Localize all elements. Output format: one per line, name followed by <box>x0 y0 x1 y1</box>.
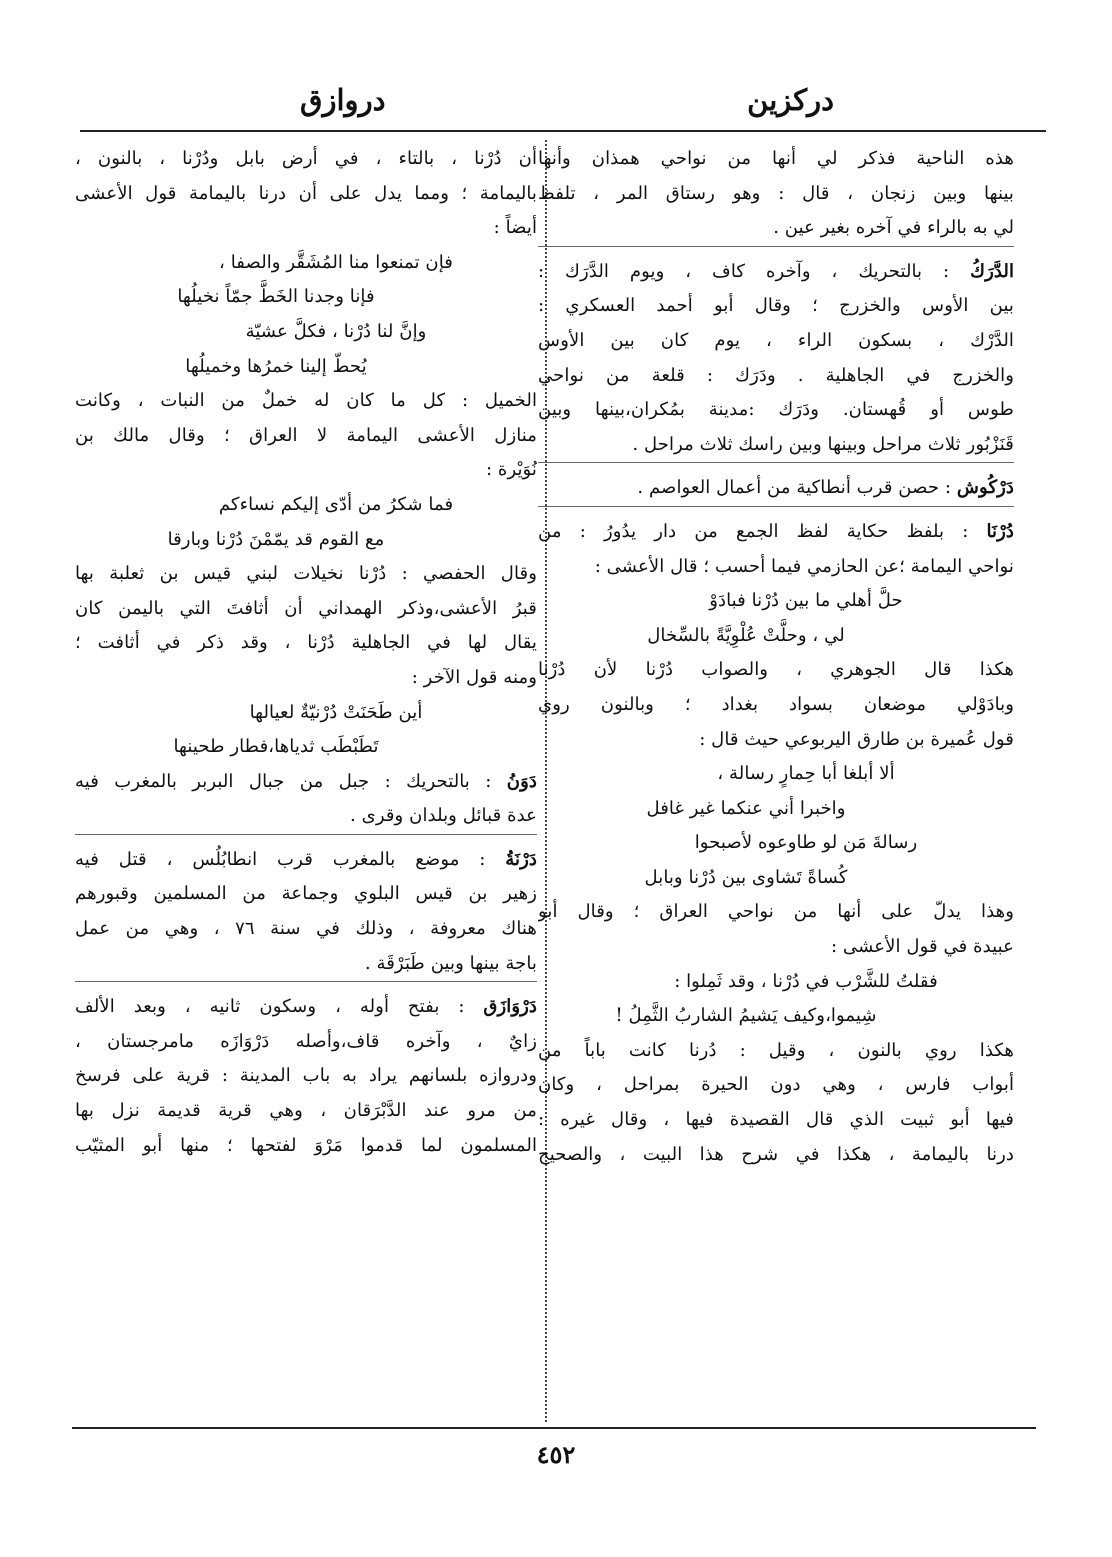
right-column <box>538 142 1014 1172</box>
verse-line: يُحطّ إلينا خمرُها وخميلُها <box>185 355 367 377</box>
text-line <box>538 550 1014 585</box>
line-text: : موضع بالمغرب قرب انطابُلُس ، قتل فيه <box>75 848 506 870</box>
line-text: قبرُ الأعشى،وذكر الهمداني أن أثافتَ التي باليمن كان <box>75 597 537 619</box>
text-line <box>75 1094 537 1129</box>
text-line <box>538 255 1014 290</box>
line-text: باليمامة ؛ ومما يدل على أن درنا باليمامة قول الأعشى <box>75 182 537 204</box>
verse-line: لي ، وحلَّتْ عُلْوِيَّةً بالسِّخال <box>647 624 845 646</box>
line-text: عبيدة في قول الأعشى : <box>831 936 1014 958</box>
verse-line: رسالةَ مَن لو طاوعوه لأصبحوا <box>694 832 918 854</box>
text-line <box>538 428 1014 463</box>
line-text: من مرو عند الدَّبْرَقان ، وهي قرية قديمة نزل بها <box>75 1100 537 1122</box>
entry-separator <box>538 462 1014 469</box>
line-text: : بالتحريك ، وآخره كاف ، ويوم الدَّرَك : <box>538 260 971 282</box>
line-text: أبواب فارس ، وهي دون الحيرة بمراحل ، وكان <box>538 1074 1014 1096</box>
text-line <box>75 384 537 419</box>
text-line <box>75 947 537 982</box>
verse-line: فما شكرُ من أدّى إليكم نساءكم <box>218 493 454 515</box>
line-text: الدَّرْك ، بسكون الراء ، يوم كان بين الأوس <box>538 329 1014 351</box>
verse-line: وإنَّ لنا دُرْنا ، فكلَّ عشيّة <box>245 320 427 342</box>
line-text: هكذا قال الجوهري ، والصواب دُرْنا لأن دُرْنا <box>538 659 1014 681</box>
headword: الدَّرَكُ <box>970 260 1014 282</box>
verse-line: فقلتُ للشَّرْب في دُرْنا ، وقد ثَمِلوا : <box>674 970 938 992</box>
verse-line: تَطَبْطَب ثدياها،فطار طحينها <box>173 736 379 758</box>
text-line <box>75 1059 537 1094</box>
top-rule <box>80 130 1046 132</box>
text-line <box>75 765 537 800</box>
line-text: باجة بينها وبين طَبَرْقَة . <box>364 952 537 974</box>
line-text: قول عُميرة بن طارق اليربوعي حيث قال : <box>699 728 1014 750</box>
text-line <box>75 843 537 878</box>
bottom-rule <box>72 1427 1036 1429</box>
verse-line: مع القوم قد يمّمْنَ دُرْنا وبارقا <box>167 528 385 550</box>
entry-separator <box>538 506 1014 513</box>
text-line <box>75 453 537 488</box>
running-header-left: دروازق <box>300 83 386 117</box>
text-line <box>538 211 1014 246</box>
line-text: يقال لها في الجاهلية دُرْنا ، وقد ذكر في أثافت ؛ <box>75 632 537 654</box>
text-line <box>538 142 1014 177</box>
text-line <box>75 419 537 454</box>
text-line <box>75 661 537 696</box>
line-text: زهير بن قيس البلوي وجماعة من المسلمين وقبورهم <box>75 883 537 905</box>
verse-line: شِيموا،وكيف يَشيمُ الشاربُ الثَّمِلُ ! <box>615 1005 877 1027</box>
text-line <box>75 177 537 212</box>
line-text: أن دُرْنا ، بالتاء ، في أرض بابل ودُرْنا ، بالنون ، <box>75 148 537 169</box>
line-text: بينها وبين زنجان ، قال : وهو رستاق المر ، تلفظ <box>538 182 1014 204</box>
text-line <box>538 393 1014 428</box>
headword: دَرْنَةُ <box>505 848 537 870</box>
verse-line: فإنا وجدنا الخَطَّ جمّاً نخيلُها <box>177 286 375 308</box>
text-line <box>538 515 1014 550</box>
line-text: بين الأوس والخزرج ؛ وقال أبو أحمد العسكري : <box>538 295 1014 317</box>
text-line <box>75 799 537 834</box>
line-text: والخزرج في الجاهلية . ودَرَك : قلعة من نواحي <box>538 364 1014 386</box>
text-line <box>75 211 537 246</box>
running-header-right: دركزين <box>747 83 834 117</box>
text-line <box>538 471 1014 506</box>
text-line <box>538 289 1014 324</box>
line-text: درنا باليمامة ، هكذا في شرح هذا البيت ، والصحيح <box>538 1143 1014 1165</box>
text-line <box>75 1129 537 1164</box>
text-line <box>538 359 1014 394</box>
text-line <box>75 626 537 661</box>
verse-line: أين طَحَنَتْ دُرْنيّةٌ لعيالها <box>249 701 423 723</box>
left-column <box>75 142 537 1163</box>
text-line <box>538 1068 1014 1103</box>
text-line <box>538 895 1014 930</box>
text-line <box>75 877 537 912</box>
line-text: نواحي اليمامة ؛عن الحازمي فيما أحسب ؛ قال الأعشى : <box>594 555 1014 577</box>
line-text: ومنه قول الآخر : <box>411 666 537 688</box>
verse-line: فإن تمنعوا منا المُشَقَّر والصفا ، <box>219 251 453 273</box>
text-line <box>538 177 1014 212</box>
headword: دَوَنُ <box>506 770 537 792</box>
text-line <box>538 324 1014 359</box>
text-line <box>538 1034 1014 1069</box>
headword: دَرْوَازَق <box>483 996 537 1018</box>
line-text: المسلمون لما قدموا مَرْوَ لفتحها ؛ منها أبو المثيّب <box>75 1134 537 1156</box>
text-line <box>75 1025 537 1060</box>
line-text: : بالتحريك : جبل من جبال البربر بالمغرب فيه <box>75 770 507 792</box>
text-line <box>538 930 1014 965</box>
line-text: الخميل : كل ما كان له خملٌ من النبات ، وكانت <box>75 390 537 412</box>
line-text: هكذا روي بالنون ، وقيل : دُرنا كانت باباً من <box>538 1039 1014 1061</box>
verse-line: كُساةً تَشاوى بين دُرْنا وبابل <box>644 866 848 888</box>
line-text: هناك معروفة ، وذلك في سنة ٧٦ ، وهي من عمل <box>75 918 537 940</box>
headword: دَرْكُوش <box>956 477 1014 499</box>
text-line <box>75 557 537 592</box>
line-text: : بلفظ حكاية لفظ الجمع من دار يدُورُ : من <box>538 520 987 542</box>
line-text: أيضاً : <box>493 217 537 239</box>
line-text: طوس أو قُهستان. ودَرَك :مدينة بمُكران،بينها وبين <box>538 399 1014 421</box>
line-text: وهذا يدلّ على أنها من نواحي العراق ؛ وقال أبو <box>538 901 1014 923</box>
line-text: زايٌ ، وآخره قاف،وأصله دَرْوَازَه مامرجستان ، <box>75 1030 537 1052</box>
line-text: : بفتح أوله ، وسكون ثانيه ، وبعد الألف <box>75 996 484 1018</box>
line-text: : حصن قرب أنطاكية من أعمال العواصم . <box>637 477 957 499</box>
text-line <box>75 142 537 177</box>
line-text: وقال الحفصي : دُرْنا نخيلات لبني قيس بن ثعلبة بها <box>75 563 537 585</box>
text-line <box>75 912 537 947</box>
text-line <box>538 653 1014 688</box>
text-line <box>538 1103 1014 1138</box>
entry-separator <box>75 981 537 988</box>
text-line <box>75 990 537 1025</box>
verse-line: حلَّ أهلي ما بين دُرْنا فبادَوْ <box>709 590 903 612</box>
line-text: هذه الناحية فذكر لي أنها من نواحي همذان وأنها <box>538 148 1014 169</box>
line-text: نُوَيْرة : <box>486 459 537 481</box>
verse-line: واخبرا أني عنكما غير غافل <box>646 797 846 819</box>
line-text: عدة قبائل وبلدان وقرى . <box>350 805 537 827</box>
text-line <box>75 592 537 627</box>
line-text: ودروازه بلسانهم يراد به باب المدينة : قرية على فرسخ <box>75 1065 537 1087</box>
verse-line: ألا أبلغا أبا حِمارٍ رسالة ، <box>717 763 895 785</box>
text-line <box>538 1138 1014 1173</box>
line-text: قَنَزْبُور ثلاث مراحل وبينها وبين راسك ثلاث مراحل . <box>632 433 1014 455</box>
line-text: فيها أبو ثبيت الذي قال القصيدة فيها ، وقال غيره : <box>538 1109 1014 1131</box>
entry-separator <box>75 834 537 841</box>
headword: دُرْنَا <box>986 520 1014 542</box>
text-line <box>538 723 1014 758</box>
line-text: لي به بالراء في آخره بغير عين . <box>773 217 1014 239</box>
text-line <box>538 688 1014 723</box>
page-number: ٤٥٢ <box>536 1440 576 1469</box>
entry-separator <box>538 246 1014 253</box>
line-text: منازل الأعشى اليمامة لا العراق ؛ وقال مالك بن <box>75 424 537 446</box>
line-text: وبادَوْلي موضعان بسواد بغداد ؛ وبالنون روي <box>538 693 1014 715</box>
